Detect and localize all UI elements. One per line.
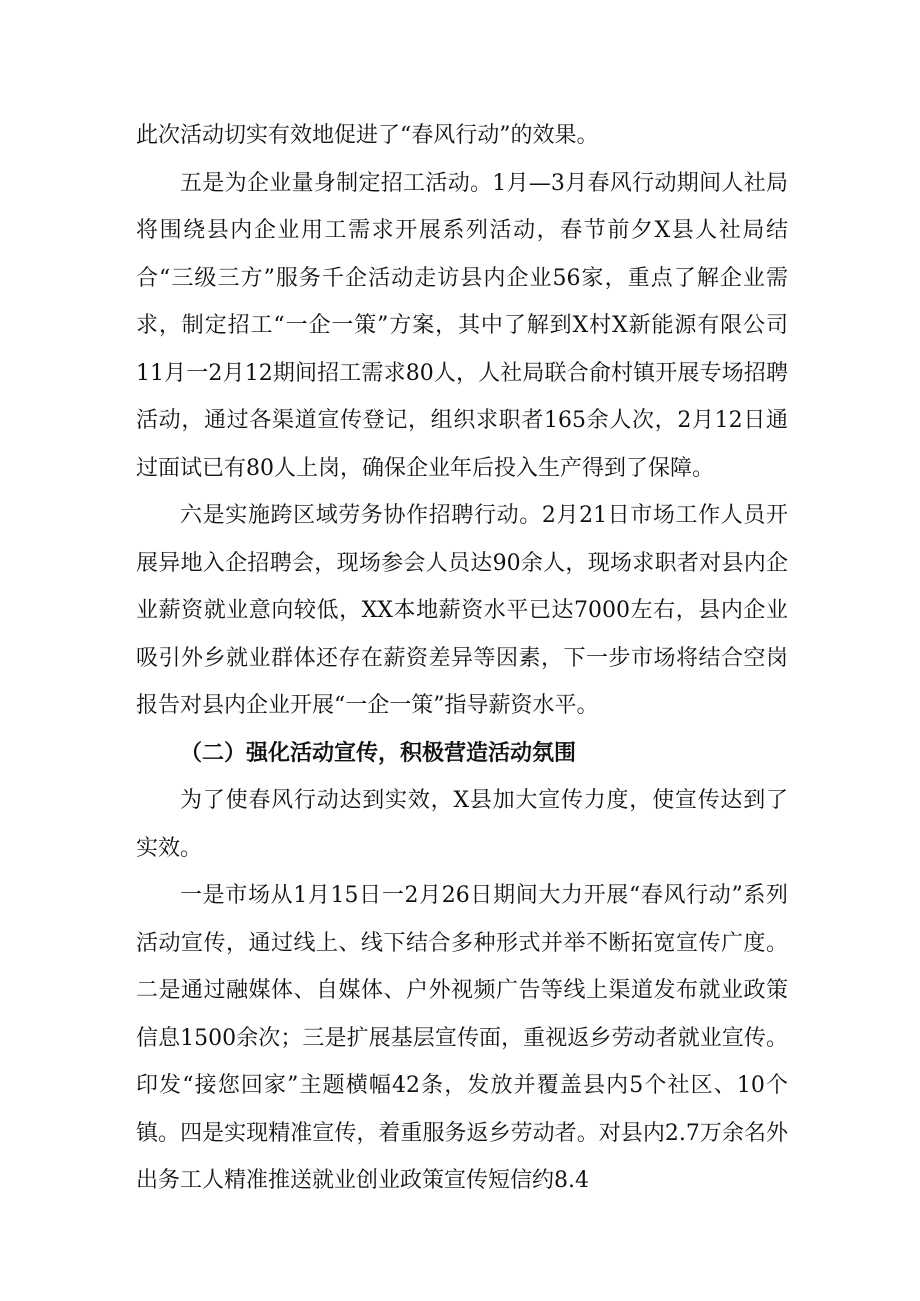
paragraph-recruitment-activity: 五是为企业量身制定招工活动。1月—3月春风行动期间人社局将围绕县内企业用工需求开展系列活动，春节前夕X县人社局结合“三级三方”服务千企活动走访县内企业56家，重点了解企业需求，制定招工“一企一策”方案，其中了解到X村X新能源有限公司11月一2月12期间招工需求80人，人社局联合俞村镇开展专场招聘活动，通过各渠道宣传登记，组织求职者165余人次，2月12日通过面试已有80人上岗，确保企业年后投入生产得到了保障。 <box>136 170 788 481</box>
document-body <box>136 112 788 1205</box>
paragraph-publicity-intro: 为了使春风行动达到实效，X县加大宣传力度，使宣传达到了实效。 <box>136 788 788 861</box>
paragraph-publicity-details: 一是市场从1月15日一2月26日期间大力开展“春风行动”系列活动宣传，通过线上、线下结合多种形式并举不断拓宽宣传广度。二是通过融媒体、自媒体、户外视频广告等线上渠道发布就业政策信息1500余次；三是扩展基层宣传面，重视返乡劳动者就业宣传。印发“接您回家”主题横幅42条，发放并覆盖县内5个社区、10个镇。四是实现精准宣传，着重服务返乡劳动者。对县内2.7万余名外出务工人精准推送就业创业政策宣传短信约8.4 <box>136 883 788 1193</box>
paragraph-continuation: 此次活动切实有效地促进了“春风行动”的效果。 <box>136 123 599 148</box>
paragraph-cross-region-recruitment: 六是实施跨区域劳务协作招聘行动。2月21日市场工作人员开展异地入企招聘会，现场参会人员达90余人，现场求职者对县内企业薪资就业意向较低，XX本地薪资水平已达7000左右，县内企业吸引外乡就业群体还存在薪资差异等因素，下一步市场将结合空岗报告对县内企业开展“一企一策”指导薪资水平。 <box>136 503 788 718</box>
section-heading: （二）强化活动宣传，积极营造活动氛围 <box>180 740 577 766</box>
